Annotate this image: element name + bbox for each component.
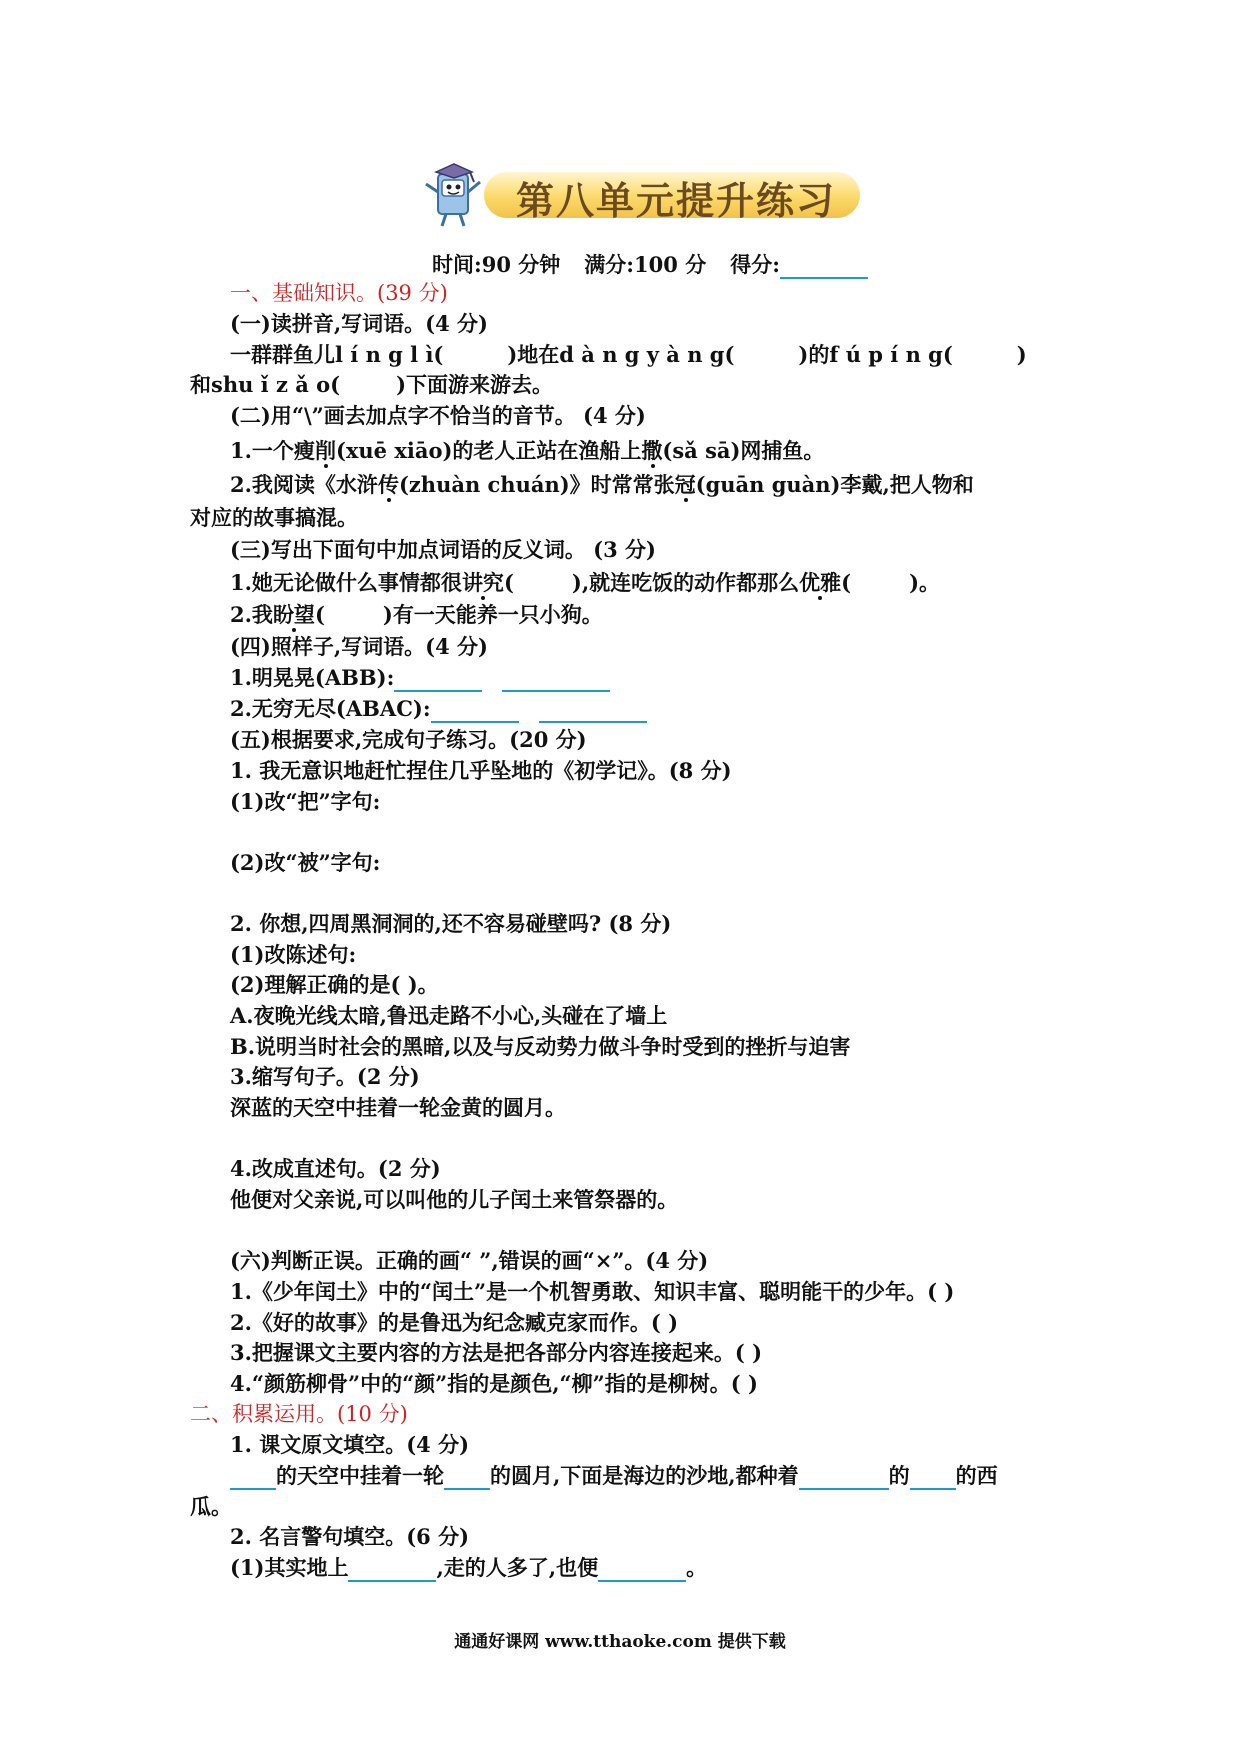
q5-item2-choice: (2)理解正确的是( )。: [230, 972, 439, 997]
q5-option-b: B.说明当时社会的黑暗,以及与反动势力做斗争时受到的挫折与迫害: [230, 1034, 851, 1059]
meta-line: [432, 251, 868, 279]
abb-blank-2[interactable]: [502, 668, 610, 692]
q5-item3-sentence: 深蓝的天空中挂着一轮金黄的圆月。: [230, 1095, 566, 1120]
abac-blank-2[interactable]: [539, 699, 647, 723]
s2-q1-line2: 瓜。: [190, 1494, 232, 1519]
q3-sentence1: 1.她无论做什么事情都很讲究( ),就连吃饭的动作都那么优雅( )。: [230, 570, 940, 595]
q5-item3: 3.缩写句子。(2 分): [230, 1064, 420, 1089]
section1-heading: 一、基础知识。(39 分): [230, 281, 448, 305]
q4-item2: 2.无穷无尽(ABAC):: [230, 695, 647, 723]
footer-source: 通通好课网 www.tthaoke.com 提供下载: [454, 1632, 786, 1652]
title-area: [418, 158, 868, 233]
s2-q1-heading: 1. 课文原文填空。(4 分): [230, 1432, 470, 1457]
q3-sentence2: 2.我盼望( )有一天能养一只小狗。: [230, 602, 603, 627]
pinyin-1: l í n g l ì: [335, 342, 434, 367]
fill-blank-1[interactable]: [230, 1466, 276, 1490]
q2-sentence2: 2.我阅读《水浒传(zhuàn chuán)》时常常张冠(guān guàn)李戴,把人物和: [230, 472, 974, 497]
q5-option-a: A.夜晚光线太暗,鲁迅走路不小心,头碰在了墙上: [230, 1003, 668, 1028]
q6-item1: 1.《少年闰土》中的“闰土”是一个机智勇敢、知识丰富、聪明能干的少年。( ): [230, 1279, 955, 1304]
q6-item2: 2.《好的故事》的是鲁迅为纪念臧克家而作。( ): [230, 1310, 679, 1335]
q5-item2-statement: (1)改陈述句:: [230, 942, 357, 967]
s2-q2-heading: 2. 名言警句填空。(6 分): [230, 1524, 470, 1549]
q2-sentence2-cont: 对应的故事搞混。: [190, 505, 358, 530]
fill-blank-2[interactable]: [444, 1466, 490, 1490]
q1-line1: 一群群鱼儿l í n g l ì( )地在d à n g y à n g( )的f ú p í n g( ): [230, 342, 1027, 367]
abac-blank-1[interactable]: [431, 699, 519, 723]
q5-item1-bei: (2)改“被”字句:: [230, 850, 381, 875]
q1-heading: (一)读拼音,写词语。(4 分): [230, 311, 488, 336]
q6-item4: 4.“颜筋柳骨”中的“颜”指的是颜色,“柳”指的是柳树。( ): [230, 1371, 758, 1396]
section2-heading: 二、积累运用。(10 分): [190, 1402, 408, 1426]
q3-heading: (三)写出下面句中加点词语的反义词。 (3 分): [230, 537, 656, 562]
page-title: 第八单元提升练习: [516, 178, 837, 223]
q5-heading: (五)根据要求,完成句子练习。(20 分): [230, 727, 587, 752]
q5-item1-ba: (1)改“把”字句:: [230, 789, 381, 814]
pinyin-4: shu ǐ z ǎ o: [211, 372, 331, 397]
quote-blank-1[interactable]: [348, 1558, 436, 1582]
fill-blank-4[interactable]: [910, 1466, 956, 1490]
q4-item1: 1.明晃晃(ABB):: [230, 664, 610, 692]
q2-sentence1: 1.一个瘦削(xuē xiāo)的老人正站在渔船上撒(sǎ sā)网捕鱼。: [230, 438, 825, 463]
pinyin-3: f ú p í n g: [829, 342, 943, 367]
score-label: 得分:: [730, 252, 780, 277]
abb-blank-1[interactable]: [394, 668, 482, 692]
full-score-label: 满分:100 分: [584, 252, 707, 277]
q6-heading: (六)判断正误。正确的画“ ”,错误的画“×”。(4 分): [230, 1248, 709, 1273]
q2-heading: (二)用“\”画去加点字不恰当的音节。 (4 分): [230, 403, 646, 428]
q5-item2: 2. 你想,四周黑洞洞的,还不容易碰壁吗? (8 分): [230, 911, 672, 936]
q1-line2: 和shu ǐ z ǎ o( )下面游来游去。: [190, 372, 553, 397]
q5-item4-sentence: 他便对父亲说,可以叫他的儿子闰土来管祭器的。: [230, 1187, 679, 1212]
time-label: 时间:90 分钟: [432, 252, 561, 277]
fill-blank-3[interactable]: [799, 1466, 889, 1490]
pinyin-2: d à n g y à n g: [559, 342, 725, 367]
q5-item1: 1. 我无意识地赶忙捏住几乎坠地的《初学记》。(8 分): [230, 758, 732, 783]
q4-heading: (四)照样子,写词语。(4 分): [230, 634, 488, 659]
s2-q2-line1: (1)其实地上 ,走的人多了,也便 。: [230, 1555, 708, 1580]
book-mascot-icon: [418, 158, 490, 230]
score-blank[interactable]: [780, 255, 868, 279]
s2-q1-line1: 的天空中挂着一轮 的圆月,下面是海边的沙地,都种着 的 的西: [230, 1462, 998, 1490]
q5-item4: 4.改成直述句。(2 分): [230, 1156, 441, 1181]
quote-blank-2[interactable]: [598, 1558, 686, 1582]
q6-item3: 3.把握课文主要内容的方法是把各部分内容连接起来。( ): [230, 1340, 763, 1365]
